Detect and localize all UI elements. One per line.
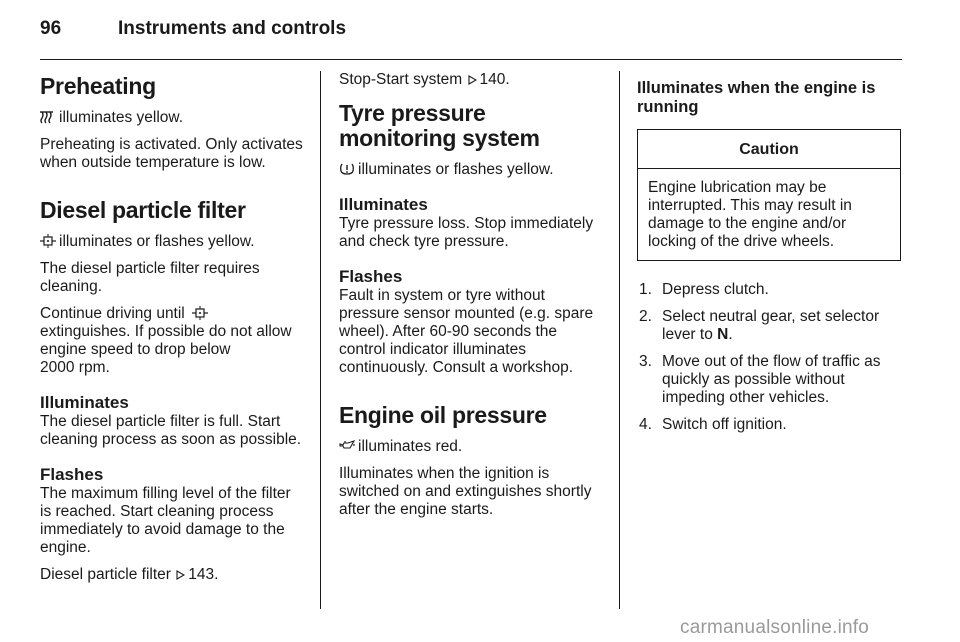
dpf-para2-rpm: 2000 rpm.	[40, 359, 110, 376]
list-item	[637, 416, 901, 434]
step-number: 2.	[639, 308, 652, 325]
dpf-indicator-line	[40, 233, 306, 251]
tyre-pressure-icon	[339, 162, 355, 176]
caution-body: Engine lubrication may be interrupted. This may result in damage to the engine and/or locking of the drive wheels.	[648, 179, 852, 250]
glow-plug-icon	[40, 110, 56, 124]
tpms-illuminates-body: Tyre pressure loss. Stop immediately and check tyre pressure.	[339, 215, 594, 250]
step-text: Depress clutch.	[662, 281, 769, 298]
preheating-indicator-text: illuminates yellow.	[59, 109, 184, 126]
dpf-illuminates-body: The diesel particle filter is full. Start cleaning process as soon as possible.	[40, 413, 302, 448]
step-text: Move out of the flow of traffic as quickly as possible without impeding other vehicles.	[662, 353, 881, 406]
page-reference-icon	[176, 570, 185, 580]
dpf-para2-start: Continue driving until	[40, 305, 185, 322]
watermark: carmanualsonline.info	[680, 617, 870, 638]
page-number: 96	[40, 18, 62, 39]
step-number: 1.	[639, 281, 652, 298]
dpf-flashes-heading: Flashes	[40, 465, 104, 484]
dpf-heading: Diesel particle filter	[40, 197, 246, 223]
dpf-reference-text: Diesel particle filter	[40, 566, 171, 583]
column-2	[339, 71, 605, 528]
oil-can-icon	[339, 439, 355, 453]
header-rule	[40, 59, 902, 60]
column-3	[637, 71, 901, 443]
steps-list	[637, 281, 901, 434]
tpms-flashes-body: Fault in system or tyre without pressure sensor mounted (e.g. spare wheel). After 60-90 seconds the control indicator illuminates continuously. Consult a workshop.	[339, 287, 594, 376]
dpf-reference-page: 143.	[188, 566, 219, 583]
column-1	[40, 71, 306, 593]
step-text: Switch off ignition.	[662, 416, 787, 433]
caution-box	[637, 129, 901, 261]
preheating-body: Preheating is activated. Only activates when outside temperature is low.	[40, 136, 303, 171]
column-divider-1	[320, 71, 321, 609]
list-item	[637, 353, 901, 407]
particle-filter-icon	[40, 234, 56, 248]
preheating-heading: Preheating	[40, 73, 156, 99]
step-bold-text: N	[717, 326, 729, 343]
column-divider-2	[619, 71, 620, 609]
particle-filter-icon	[192, 306, 208, 320]
oil-pressure-heading: Engine oil pressure	[339, 402, 547, 428]
stopstart-reference	[339, 71, 605, 89]
stopstart-reference-text: Stop-Start system	[339, 71, 463, 88]
tpms-flashes-heading: Flashes	[339, 267, 403, 286]
dpf-flashes-body: The maximum filling level of the filter is reached. Start cleaning process immediately to avoid damage to the engine.	[40, 485, 291, 556]
stopstart-reference-page: 140.	[479, 71, 510, 88]
caution-title: Caution	[638, 130, 900, 169]
page-header	[40, 18, 346, 48]
page-reference-icon	[468, 75, 477, 85]
oil-indicator-text: illuminates red.	[358, 438, 463, 455]
dpf-para2-end: extinguishes. If possible do not allow engine speed to drop below	[40, 323, 292, 358]
chapter-title: Instruments and controls	[118, 18, 347, 39]
oil-indicator-line	[339, 438, 605, 456]
engine-running-heading: Illuminates when the engine is running	[637, 79, 876, 116]
step-tail: .	[728, 326, 733, 343]
tpms-heading: Tyre pressure monitoring system	[339, 100, 540, 151]
list-item	[637, 308, 901, 344]
tpms-illuminates-heading: Illuminates	[339, 195, 428, 214]
list-item	[637, 281, 901, 299]
dpf-reference	[40, 566, 306, 584]
step-number: 3.	[639, 353, 652, 370]
dpf-indicator-text: illuminates or flashes yellow.	[59, 233, 255, 250]
dpf-para1: The diesel particle filter requires cleaning.	[40, 260, 260, 295]
step-number: 4.	[639, 416, 652, 433]
step-text: Select neutral gear, set selector lever to	[662, 308, 880, 343]
dpf-para2	[40, 305, 306, 377]
dpf-illuminates-heading: Illuminates	[40, 393, 129, 412]
tpms-indicator-line	[339, 161, 605, 179]
tpms-indicator-text: illuminates or flashes yellow.	[358, 161, 554, 178]
preheating-indicator-line	[40, 109, 306, 127]
oil-pressure-body: Illuminates when the ignition is switched on and extinguishes shortly after the engine starts.	[339, 465, 592, 518]
